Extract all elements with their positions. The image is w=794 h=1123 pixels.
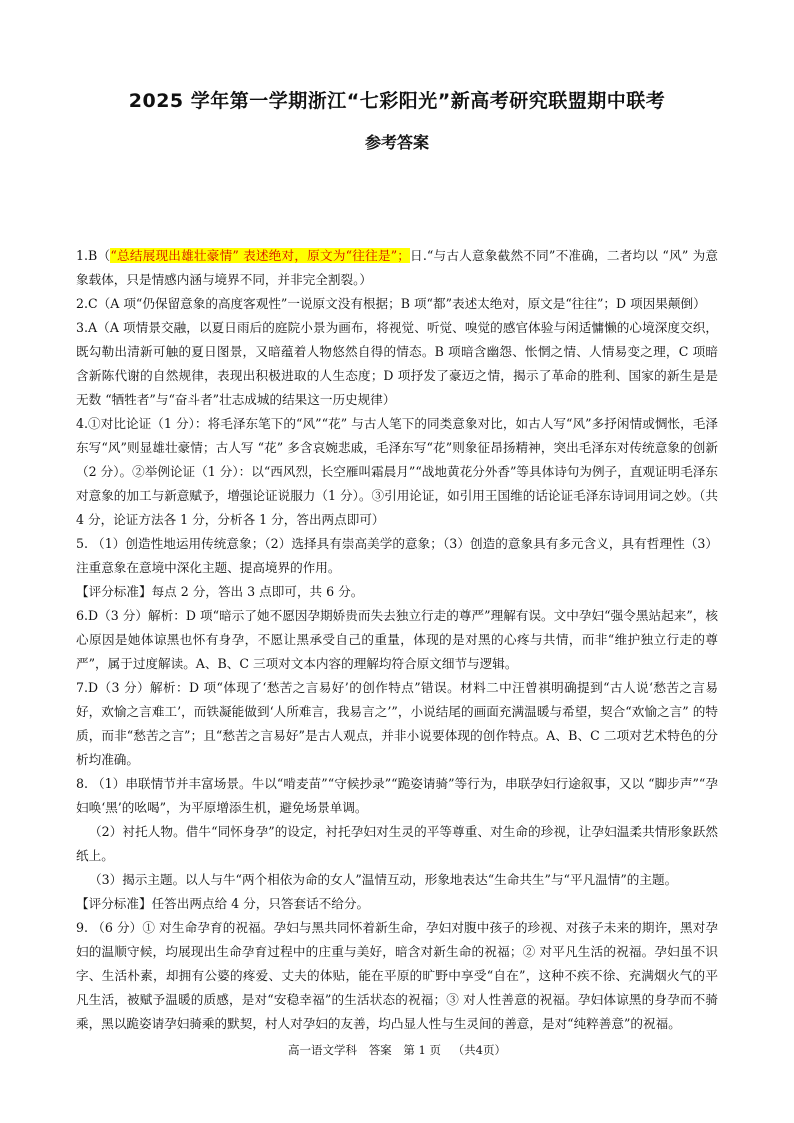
answer-5-scoring: 【评分标准】每点 2 分，答出 3 点即可，共 6 分。: [76, 584, 364, 599]
answer-6: 6.D（3 分）解析：D 项“暗示了她不愿因孕期娇贵而失去独立行走的尊严”理解有误。文中孕妇“强令黑站起来”，核心原因是她体谅黑也怀有身孕，不愿让黑承受自己的重量，体现的是对黑的心疼与共情，而非“维护独立行走的尊严”，属于过度解读。A、B、C 三项对文本内容的理解均符合原文细节与逻辑。: [76, 608, 718, 671]
answer-7: 7.D（3 分）解析：D 项“体现了‘愁苦之言易好’的创作特点”错误。材料二中汪曾祺明确提到“古人说‘愁苦之言易好，欢愉之言难工’，而铁凝能做到‘人所难言，我易言之’”，小说结尾的画面充满温暖与希望，契合“欢愉之言” 的特质，而非“愁苦之言”；且“愁苦之言易好”是古人观点，并非小说要体现的创作特点。A、B、C 二项对艺术特色的分析均准确。: [76, 680, 718, 767]
footer-subject: 高一语文学科: [288, 1043, 358, 1057]
answer-3: 3.A（A 项情景交融，以夏日雨后的庭院小景为画布，将视觉、听觉、嗅觉的感官体验与闲适慵懒的心境深度交织，既勾勒出清新可触的夏日图景，又暗蕴着人物悠然自得的情态。B 项暗含幽怨、怅惘之情、人情易变之理，C 项暗含新陈代谢的自然规律，表现出积极进取的人生态度；D 项抒发了豪迈之情，揭示了革命的胜利、国家的新生是是无数 “牺牲者”与“奋斗者”壮志成城的结果这一历史规律）: [76, 320, 718, 407]
answer-content: [76, 244, 718, 1036]
footer-page-total: （共4页）: [452, 1043, 506, 1057]
answer-8-part-1: 8. （1）串联情节并丰富场景。牛以“啃麦苗”“守候抄录”“跪姿请骑”等行为，串联孕妇行途叙事，又以 “脚步声”“孕妇唤‘黑’的吆喝”，为平原增添生机，避免场景单调。: [76, 776, 718, 815]
answer-9: 9. （6 分）① 对生命孕育的祝福。孕妇与黑共同怀着新生命，孕妇对腹中孩子的珍视、对孩子未来的期许，黑对孕妇的温顺守候，均展现出生命孕育过程中的庄重与美好，暗含对新生命的祝福；② 对平凡生活的祝福。孕妇虽不识字、生活朴素，却拥有公婆的疼爱、丈夫的体贴，能在平原的旷野中享受“自在”，这种不疾不徐、充满烟火气的平凡生活，被赋予温暖的质感，是对“安稳幸福”的生活状态的祝福；③ 对人性善意的祝福。孕妇体谅黑的身孕而不骑乘，黑以跪姿请孕妇骑乘的默契，村人对孕妇的友善，均凸显人性与生灵间的善意，是对“纯粹善意”的祝福。: [76, 920, 718, 1031]
answer-5: 5. （1）创造性地运用传统意象；（2）选择具有崇高美学的意象；（3）创造的意象具有多元含义，具有哲理性（3）注重意象在意境中深化主题、提高境界的作用。: [76, 536, 718, 575]
answer-4: 4.①对比论证（1 分）：将毛泽东笔下的“风”“花” 与古人笔下的同类意象对比，如古人写“风”多抒闲情或惆怅，毛泽东写“风”则显雄壮豪情；古人写 “花” 多含哀婉悲戚，毛泽东写“花”则象征昂扬精神，突出毛泽东对传统意象的创新（2 分）。②举例论证（1 分）：以“西风烈，长空雁叫霜晨月”“战地黄花分外香”等具体诗句为例子，直观证明毛泽东对意象的加工与新意赋予，增强论证说服力（1 分）。③引用论证，如引用王国维的话论证毛泽东诗词用词之妙。（共 4 分，论证方法各 1 分，分析各 1 分，答出两点即可）: [76, 416, 718, 527]
page-subtitle: 参考答案: [364, 133, 429, 152]
answer-1-rest: 日.“与古人意象截然不同”不准确，二者均以 “风” 为意象载体，只是情感内涵与境界不同，并非完全割裂。）: [76, 248, 718, 287]
page-title: 2025 学年第一学期浙江“七彩阳光”新高考研究联盟期中联考: [128, 90, 666, 112]
footer-label: 答案: [368, 1043, 392, 1057]
answer-2: 2.C（A 项“仍保留意象的高度客观性”一说原文没有根据；B 项“都”表述太绝对，原文是“往往”；D 项因果颠倒）: [76, 296, 706, 311]
page-footer: [0, 1042, 794, 1058]
footer-page-number: 第 1 页: [403, 1043, 441, 1057]
answer-1-lead: 1.B（: [76, 248, 111, 263]
answer-8-part-3: （3）揭示主题。以人与牛“两个相依为命的女人”温情互动，形象地表达“生命共生”与“平凡温情”的主题。: [89, 872, 678, 887]
answer-8-part-2: （2）衬托人物。借牛“同怀身孕”的设定，衬托孕妇对生灵的平等尊重、对生命的珍视，让孕妇温柔共情形象跃然纸上。: [76, 824, 718, 863]
answer-1: [76, 244, 718, 292]
answer-8-scoring: 【评分标准】任答出两点给 4 分，只答套话不给分。: [76, 896, 370, 911]
answer-1-highlight: “总结展现出雄壮豪情” 表述绝对，原文为“往往是”；: [110, 248, 410, 263]
